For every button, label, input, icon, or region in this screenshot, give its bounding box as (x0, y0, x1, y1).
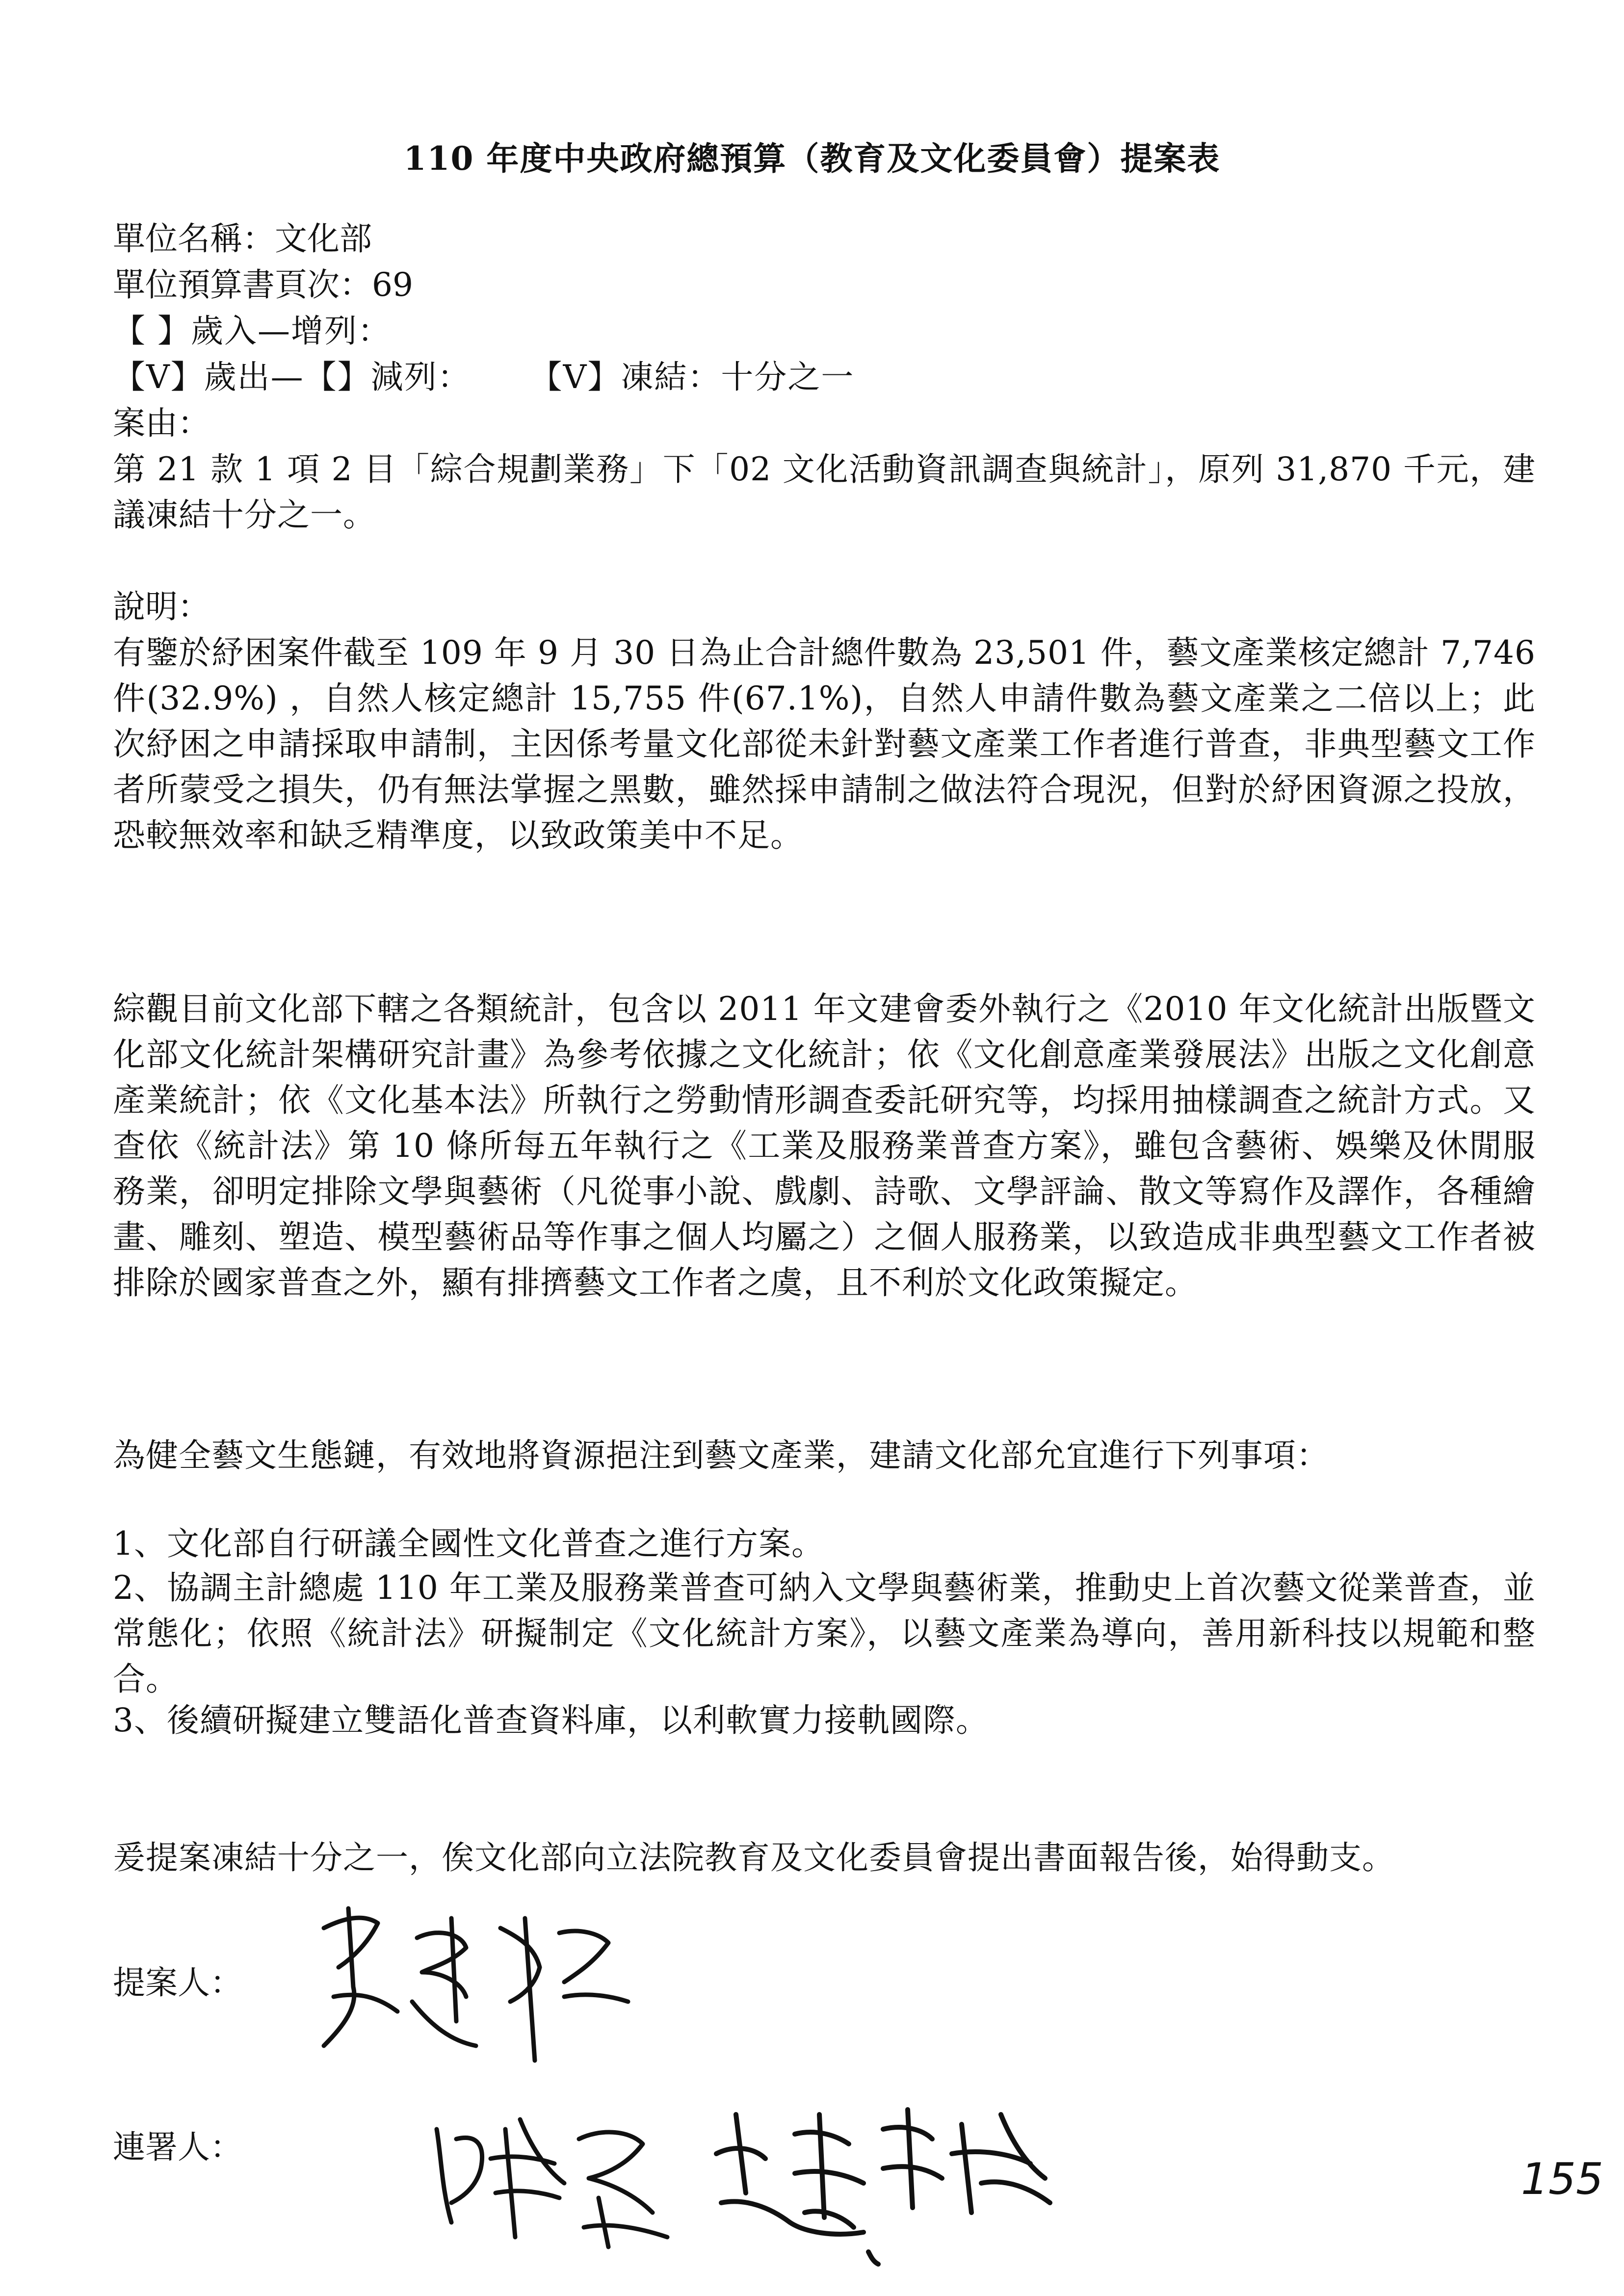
expense-freeze: 【V】凍結：十分之一 (529, 358, 855, 396)
paragraph-2: 綜觀目前文化部下轄之各類統計，包含以 2011 年文建會委外執行之《2010 年文化統計出版暨文化部文化統計架構研究計畫》為參考依據之文化統計；依《文化創意產業發展法》出版之文化創意產業統計；依《文化基本法》所執行之勞動情形調查委託研究等，均採用抽樣調查之統計方式。又查依《統計法》第 10 條所每五年執行之《工業及服務業普查方案》，雖包含藝術、娛樂及休閒服務業，卻明定排除文學與藝術（凡從事小說、戲劇、詩歌、文學評論、散文等寫作及譯作，各種繪畫、雕刻、塑造、模型藝術品等作事之個人均屬之）之個人服務業，以致造成非典型藝文工作者被排除於國家普查之外，顯有排擠藝文工作者之虞，且不利於文化政策擬定。 (113, 990, 1536, 1302)
proposer-label: 提案人： (113, 1964, 242, 2002)
reason-text: 第 21 款 1 項 2 目「綜合規劃業務」下「02 文化活動資訊調查與統計」，原列 31,870 千元，建議凍結十分之一。 (113, 450, 1536, 534)
paragraph-1: 有鑒於紓困案件截至 109 年 9 月 30 日為止合計總件數為 23,501 件，藝文產業核定總計 7,746 件(32.9%) ，自然人核定總計 15,755 件(67.1%)，自然人申請件數為藝文產業之二倍以上；此次紓困之申請採取申請制，主因係考量文化部從未針對藝文產業工作者進行普查，非典型藝文工作者所蒙受之損失，仍有無法掌握之黑數，雖然採申請制之做法符合現況，但對於紓困資源之投放，恐較無效率和缺乏精準度，以致政策美中不足。 (113, 634, 1536, 854)
reason-label: 案由： (113, 404, 210, 442)
item-2: 2、協調主計總處 110 年工業及服務業普查可納入文學與藝術業，推動史上首次藝文從業普查，並常態化；依照《統計法》研擬制定《文化統計方案》，以藝文產業為導向，善用新科技以規範和整合。 (113, 1569, 1536, 1698)
cosigner-signature-2 (707, 2095, 1109, 2273)
paragraph-3: 為健全藝文生態鏈，有效地將資源挹注到藝文產業，建請文化部允宜進行下列事項： (113, 1436, 1329, 1474)
unit-name: 單位名稱：文化部 (113, 220, 372, 258)
conclusion: 爰提案凍結十分之一，俟文化部向立法院教育及文化委員會提出書面報告後，始得動支。 (113, 1839, 1395, 1877)
revenue-line: 【 】歲入—增列： (113, 312, 391, 350)
item-1: 1、文化部自行研議全國性文化普查之進行方案。 (113, 1525, 824, 1563)
document-title: 110 年度中央政府總預算（教育及文化委員會）提案表 (403, 139, 1221, 178)
proposer-signature (304, 1899, 648, 2107)
cosigner-signature-1 (422, 2100, 697, 2269)
expense-reduce: 【V】歲出—【】減列： (113, 358, 471, 396)
explanation-label: 說明： (113, 588, 210, 626)
expense-line (113, 354, 854, 400)
item-3: 3、後續研擬建立雙語化普查資料庫，以利軟實力接軌國際。 (113, 1701, 989, 1739)
cosigner-label: 連署人： (113, 2128, 242, 2166)
budget-page: 單位預算書頁次：69 (113, 266, 413, 304)
page-number: 155 (1521, 2154, 1603, 2204)
